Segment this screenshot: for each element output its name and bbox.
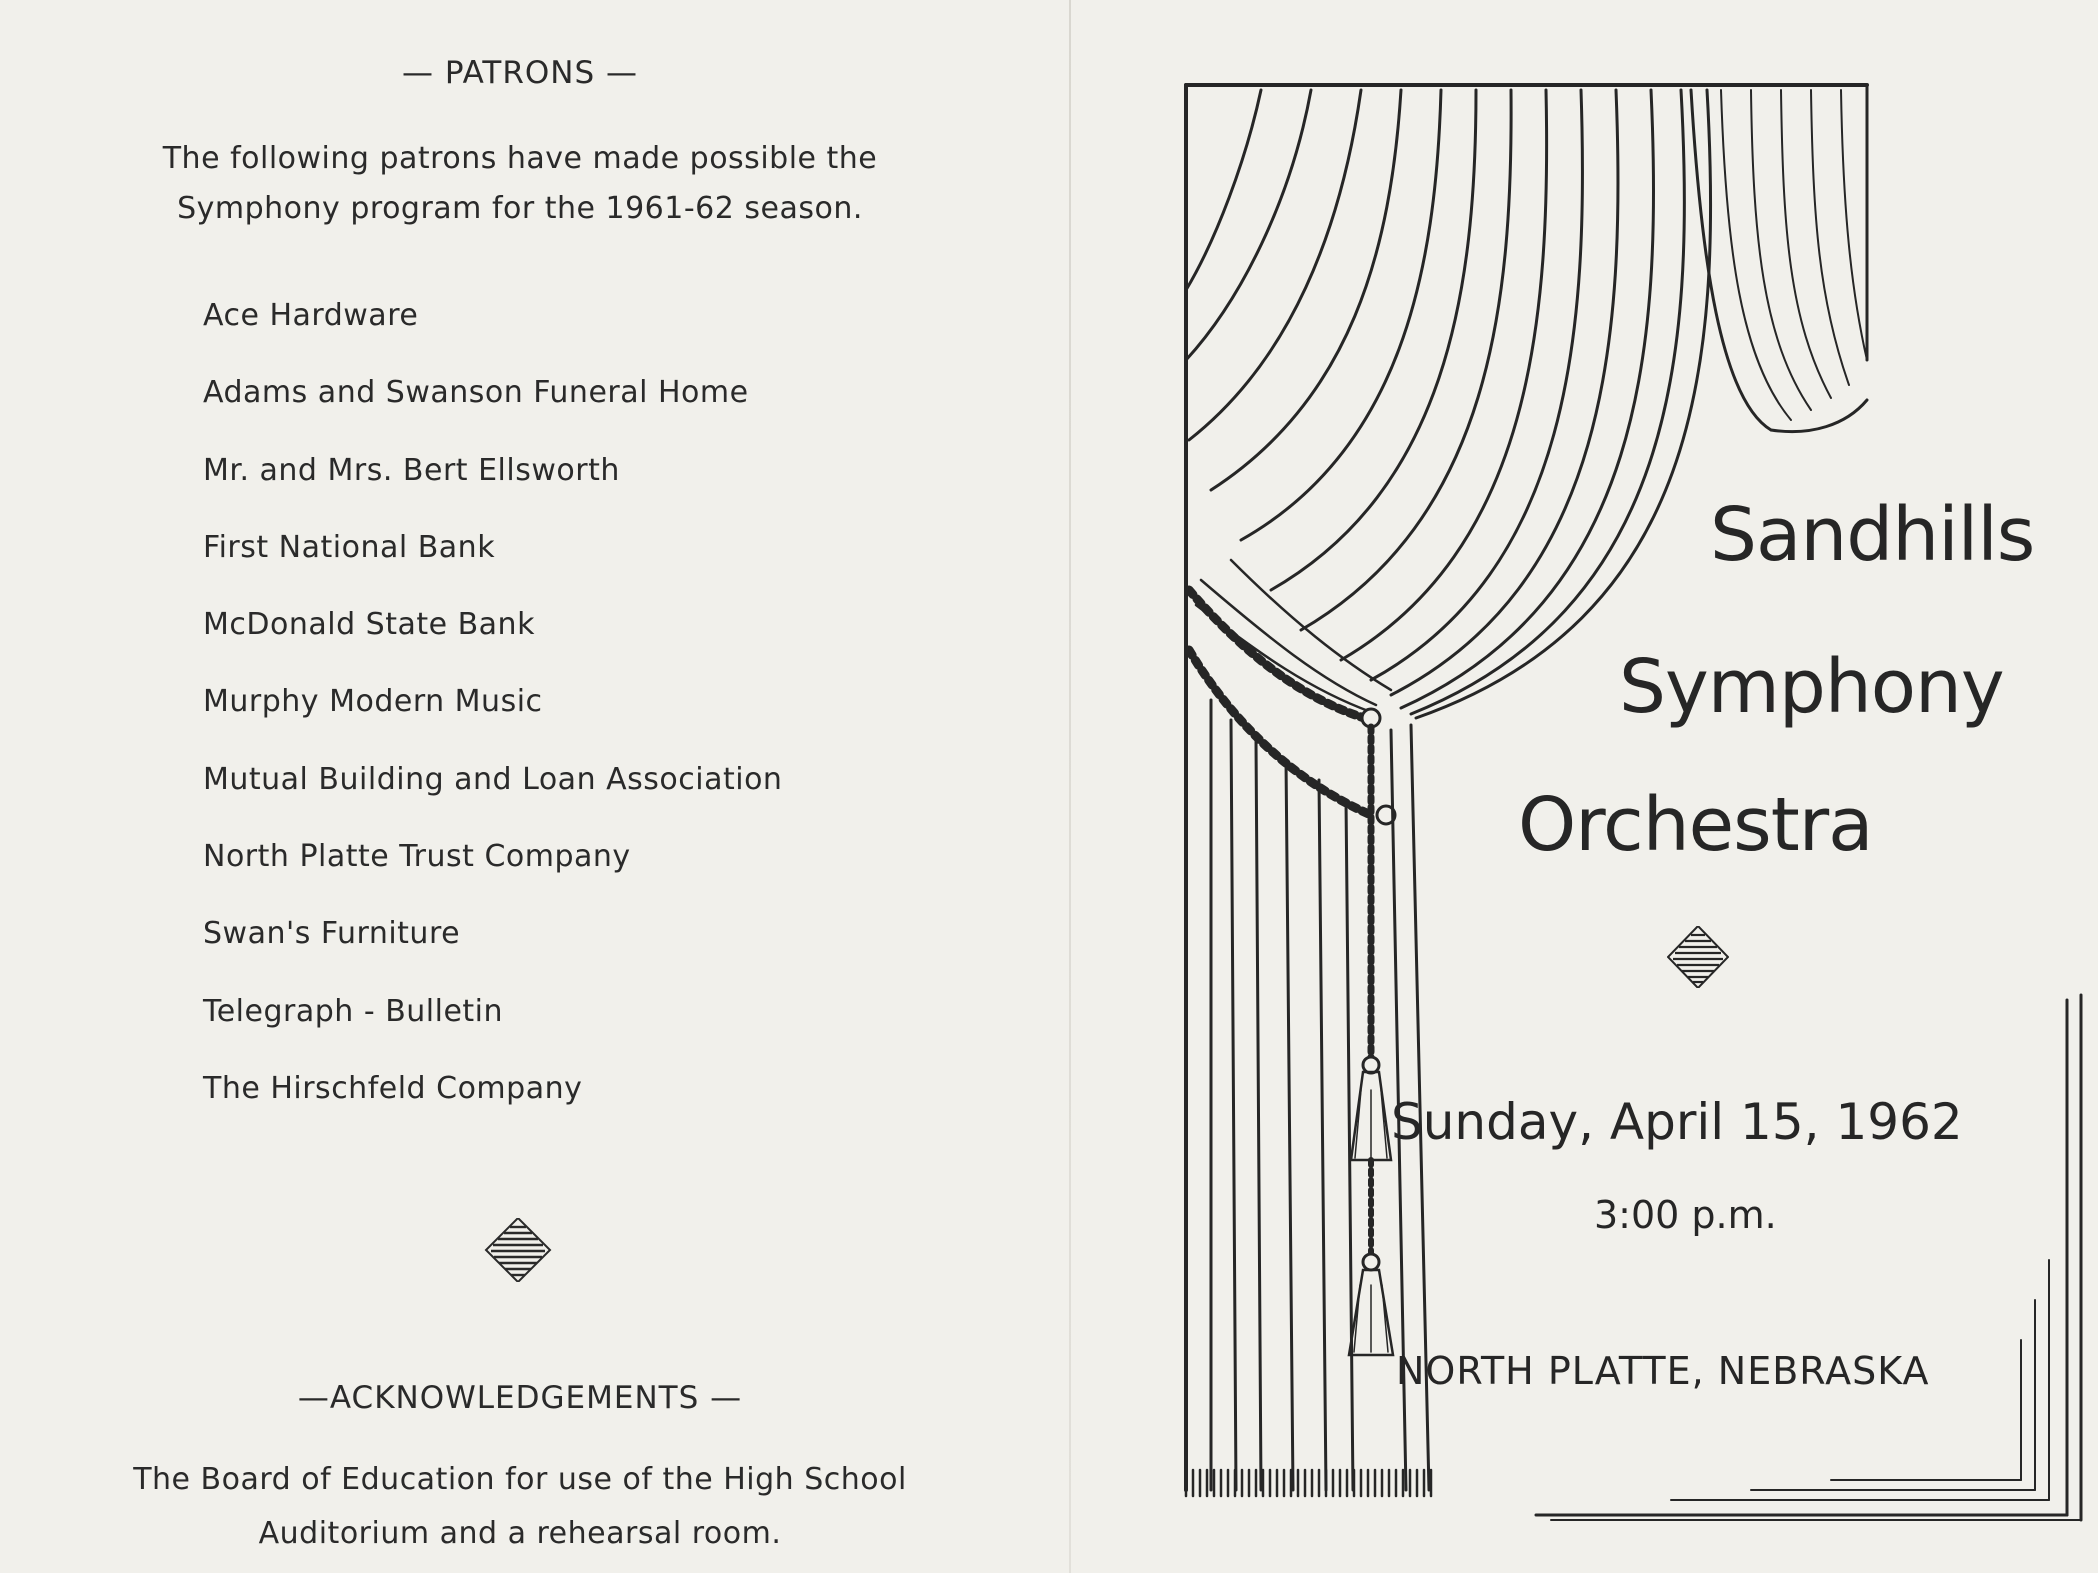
patrons-intro-line: The following patrons have made possible the <box>162 141 878 176</box>
acknowledgements-text <box>0 1453 1040 1561</box>
diamond-ornament-icon <box>484 1218 552 1282</box>
title-line: Symphony <box>1619 644 2004 730</box>
patron-item: Telegraph - Bulletin <box>203 993 504 1029</box>
patrons-heading: — PATRONS — <box>402 55 638 91</box>
title-line: Orchestra <box>1518 782 1873 868</box>
concert-time: 3:00 p.m. <box>1594 1193 1777 1237</box>
patron-item: McDonald State Bank <box>203 607 535 643</box>
patron-item: North Platte Trust Company <box>203 839 631 875</box>
patron-item: Swan's Furniture <box>203 916 461 952</box>
patron-item: Adams and Swanson Funeral Home <box>203 375 749 411</box>
patron-item: The Hirschfeld Company <box>203 1070 583 1106</box>
title-line: Sandhills <box>1710 492 2035 578</box>
patron-item: Mr. and Mrs. Bert Ellsworth <box>203 452 620 488</box>
concert-date: Sunday, April 15, 1962 <box>1391 1093 1963 1151</box>
patron-list <box>203 292 782 1142</box>
cover-panel <box>1071 0 2098 1573</box>
patron-item: Ace Hardware <box>203 298 419 333</box>
patron-item: First National Bank <box>203 529 496 565</box>
patrons-intro-line: Symphony program for the 1961-62 season. <box>177 191 863 226</box>
patrons-intro <box>0 134 1040 234</box>
concert-location: NORTH PLATTE, NEBRASKA <box>1396 1349 1930 1393</box>
patron-item: Mutual Building and Loan Association <box>203 761 783 797</box>
diamond-ornament-icon <box>1667 926 1729 988</box>
acknowledgements-line: The Board of Education for use of the High School <box>133 1462 907 1497</box>
patron-item: Murphy Modern Music <box>203 684 543 720</box>
acknowledgements-line: Auditorium and a rehearsal room. <box>258 1516 782 1551</box>
acknowledgements-heading: —ACKNOWLEDGEMENTS — <box>297 1380 743 1416</box>
